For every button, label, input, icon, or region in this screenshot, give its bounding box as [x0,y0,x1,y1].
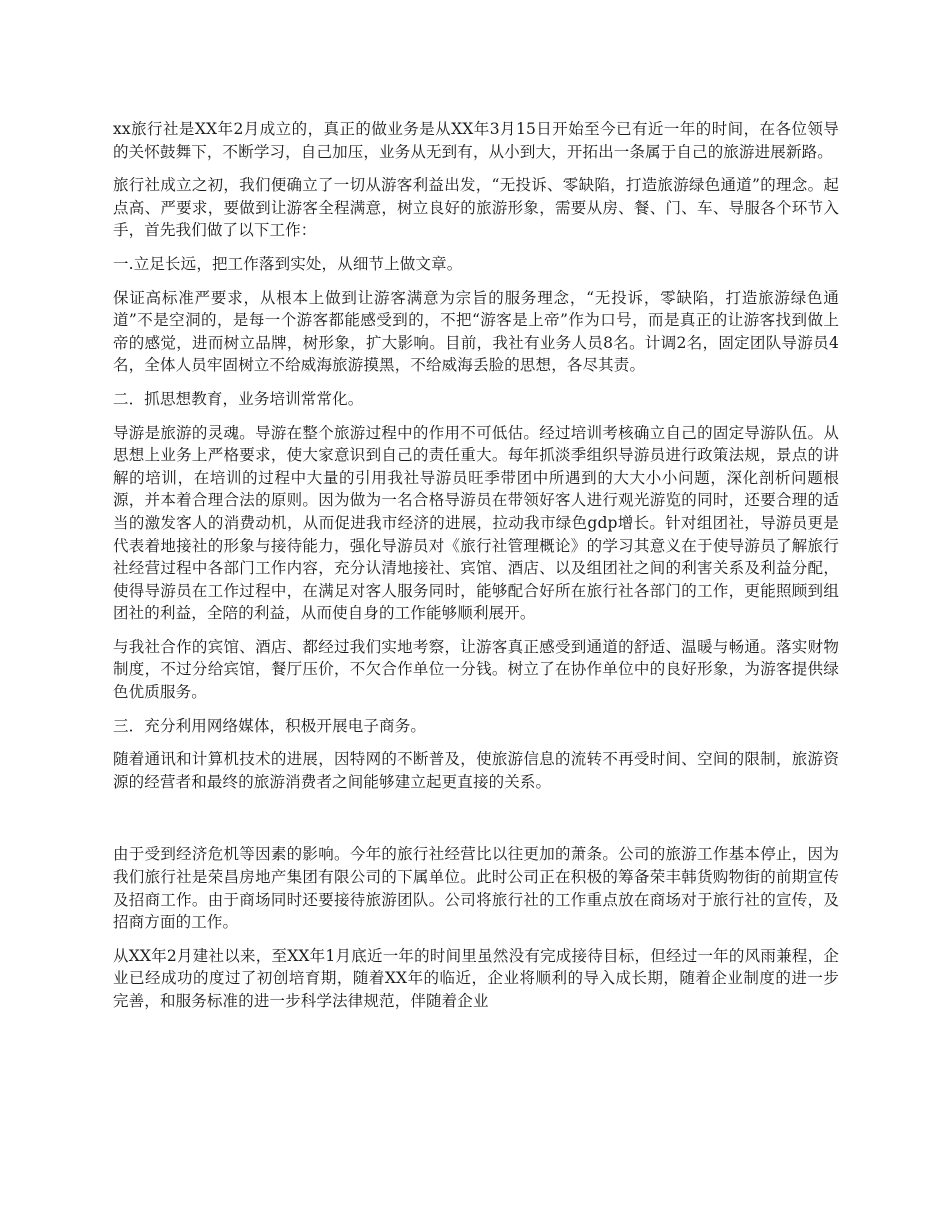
economic-crisis-paragraph: 由于受到经济危机等因素的影响。今年的旅行社经营比以往更加的萧条。公司的旅游工作基本停止，因为我们旅行社是荣昌房地产集团有限公司的下属单位。此时公司正在积极的筹备荣丰韩货购物街的前期宣传及招商工作。由于商场同时还要接待旅游团队。公司将旅行社的工作重点放在商场对于旅行社的宣传，及招商方面的工作。 [113,845,839,932]
document-body [113,118,839,1024]
internet-commerce-paragraph: 随着通讯和计算机技术的进展，因特网的不断普及，使旅游信息的流转不再受时间、空间的限制，旅游资源的经营者和最终的旅游消费者之间能够建立起更直接的关系。 [113,750,839,791]
section-heading-3: 三．充分利用网络媒体，积极开展电子商务。 [113,716,427,735]
intro-paragraph: xx旅行社是XX年2月成立的，真正的做业务是从XX年3月15日开始至今已有近一年的时间，在各位领导的关怀鼓舞下，不断学习，自己加压，业务从无到有，从小到大，开拓出一条属于自己的旅游进展新路。 [113,120,839,161]
founding-principles-paragraph: 旅行社成立之初，我们便确立了一切从游客利益出发，“无投诉、零缺陷，打造旅游绿色通道”的理念。起点高、严要求，要做到让游客全程满意，树立良好的旅游形象，需要从房、餐、门、车、导服各个环节入手，首先我们做了以下工作： [113,176,839,240]
section-heading-2: 二．抓思想教育，业务培训常常化。 [113,389,364,408]
outlook-paragraph: 从XX年2月建社以来，至XX年1月底近一年的时间里虽然没有完成接待目标，但经过一年的风雨兼程，企业已经成功的度过了初创培育期，随着XX年的临近，企业将顺利的导入成长期，随着企业制度的进一步完善，和服务标准的进一步科学法律规范，伴随着企业 [113,946,839,1010]
guide-training-paragraph: 导游是旅游的灵魂。导游在整个旅游过程中的作用不可低估。经过培训考核确立自己的固定导游队伍。从思想上业务上严格要求，使大家意识到自己的责任重大。每年抓淡季组织导游员进行政策法规，景点的讲解的培训，在培训的过程中大量的引用我社导游员旺季带团中所遇到的大大小小问题，深化剖析问题根源，并本着合理合法的原则。因为做为一名合格导游员在带领好客人进行观光游览的同时，还要合理的适当的激发客人的消费动机，从而促进我市经济的进展，拉动我市绿色gdp增长。针对组团社，导游员更是代表着地接社的形象与接待能力，强化导游员对《旅行社管理概论》的学习其意义在于使导游员了解旅行社经营过程中各部门工作内容，充分认清地接社、宾馆、酒店、以及组团社之间的利害关系及利益分配，使得导游员在工作过程中，在满足对客人服务同时，能够配合好所在旅行社各部门的工作，更能照顾到组团社的利益，全陪的利益，从而使自身的工作能够顺利展开。 [113,423,839,623]
section-heading-1: 一.立足长远，把工作落到实处，从细节上做文章。 [113,254,463,273]
service-standards-paragraph: 保证高标准严要求，从根本上做到让游客满意为宗旨的服务理念，“无投诉，零缺陷，打造旅游绿色通道”不是空洞的，是每一个游客都能感受到的，不把“游客是上帝”作为口号，而是真正的让游客找到做上帝的感觉，进而树立品牌，树形象，扩大影响。目前，我社有业务人员8名。计调2名，固定团队导游员4名，全体人员牢固树立不给威海旅游摸黑，不给威海丢脸的思想，各尽其责。 [113,288,839,375]
partner-hotels-paragraph: 与我社合作的宾馆、酒店、都经过我们实地考察，让游客真正感受到通道的舒适、温暖与畅通。落实财物制度，不过分给宾馆，餐厅压价，不欠合作单位一分钱。树立了在协作单位中的良好形象，为游客提供绿色优质服务。 [113,637,839,702]
